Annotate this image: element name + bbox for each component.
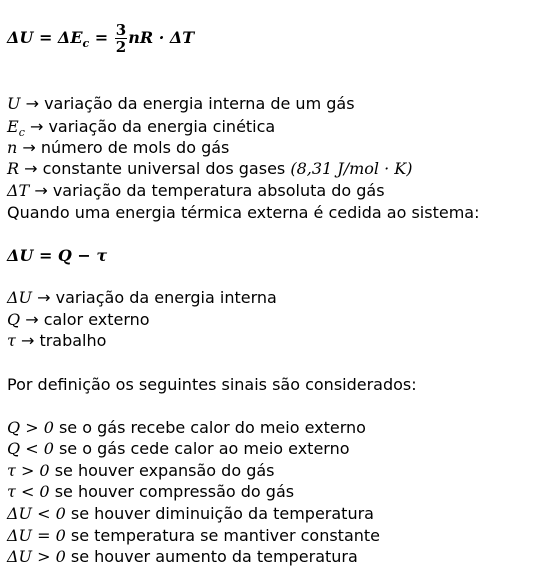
def-line (7, 288, 277, 308)
formula-lhs: ΔU = ΔE (7, 28, 83, 47)
def-symbol: Q (7, 310, 21, 329)
sign-line (7, 504, 374, 524)
sign-symbol: Q > 0 (7, 418, 54, 437)
sign-text: se o gás cede calor ao meio externo (53, 439, 350, 458)
formula-sub: c (82, 37, 90, 51)
formula-fraction (115, 22, 127, 55)
sign-line (7, 461, 274, 481)
def-extra: (8,31 J/mol · K) (290, 159, 413, 178)
def-text: → variação da temperatura absoluta do gás (29, 181, 385, 200)
sign-symbol: Q < 0 (7, 439, 54, 458)
def-text: → calor externo (20, 310, 150, 329)
sign-line (7, 439, 350, 459)
intro-text: Quando uma energia térmica externa é cedida ao sistema: (7, 203, 480, 222)
sign-text: se houver diminuição da temperatura (65, 504, 374, 523)
signs-intro: Por definição os seguintes sinais são considerados: (7, 375, 417, 394)
fraction-denominator: 2 (115, 38, 127, 56)
def-line (7, 94, 355, 114)
def-text: → variação da energia cinética (24, 117, 276, 136)
sign-symbol: ΔU = 0 (7, 526, 66, 545)
sign-line (7, 526, 380, 546)
def-line (7, 181, 385, 201)
def-line (7, 331, 106, 351)
def-text: → número de mols do gás (17, 138, 230, 157)
def-text: → variação da energia interna de um gás (20, 94, 355, 113)
def-line (7, 138, 229, 158)
def-text: → trabalho (15, 331, 107, 350)
def-symbol: ΔU (7, 288, 33, 307)
sign-symbol: ΔU > 0 (7, 547, 66, 566)
def-symbol: R (7, 159, 20, 178)
formula-rhs: nR · ΔT (128, 28, 195, 47)
sign-text: se o gás recebe calor do meio externo (53, 418, 366, 437)
def-symbol: n (7, 138, 18, 157)
energy-formula (7, 22, 194, 59)
def-symbol: U (7, 94, 21, 113)
sign-text: se houver compressão do gás (49, 482, 295, 501)
def-text: → constante universal dos gases (19, 159, 291, 178)
def-line (7, 159, 412, 179)
sign-text: se houver aumento da temperatura (65, 547, 358, 566)
def-symbol: E (7, 117, 19, 136)
sign-text: se temperatura se mantiver constante (65, 526, 381, 545)
first-law-formula: ΔU = Q − τ (7, 246, 108, 265)
def-line (7, 310, 150, 330)
sign-line (7, 482, 294, 502)
sign-symbol: τ > 0 (7, 461, 50, 480)
def-symbol: τ (7, 331, 16, 350)
fraction-numerator: 3 (115, 21, 127, 39)
sign-text: se houver expansão do gás (49, 461, 275, 480)
def-symbol: ΔT (7, 181, 30, 200)
def-text: → variação da energia interna (32, 288, 277, 307)
sign-line (7, 547, 358, 567)
sign-line (7, 418, 366, 438)
def-subscript: c (18, 126, 25, 140)
sign-symbol: τ < 0 (7, 482, 50, 501)
sign-symbol: ΔU < 0 (7, 504, 66, 523)
formula-eq: = (89, 28, 114, 47)
